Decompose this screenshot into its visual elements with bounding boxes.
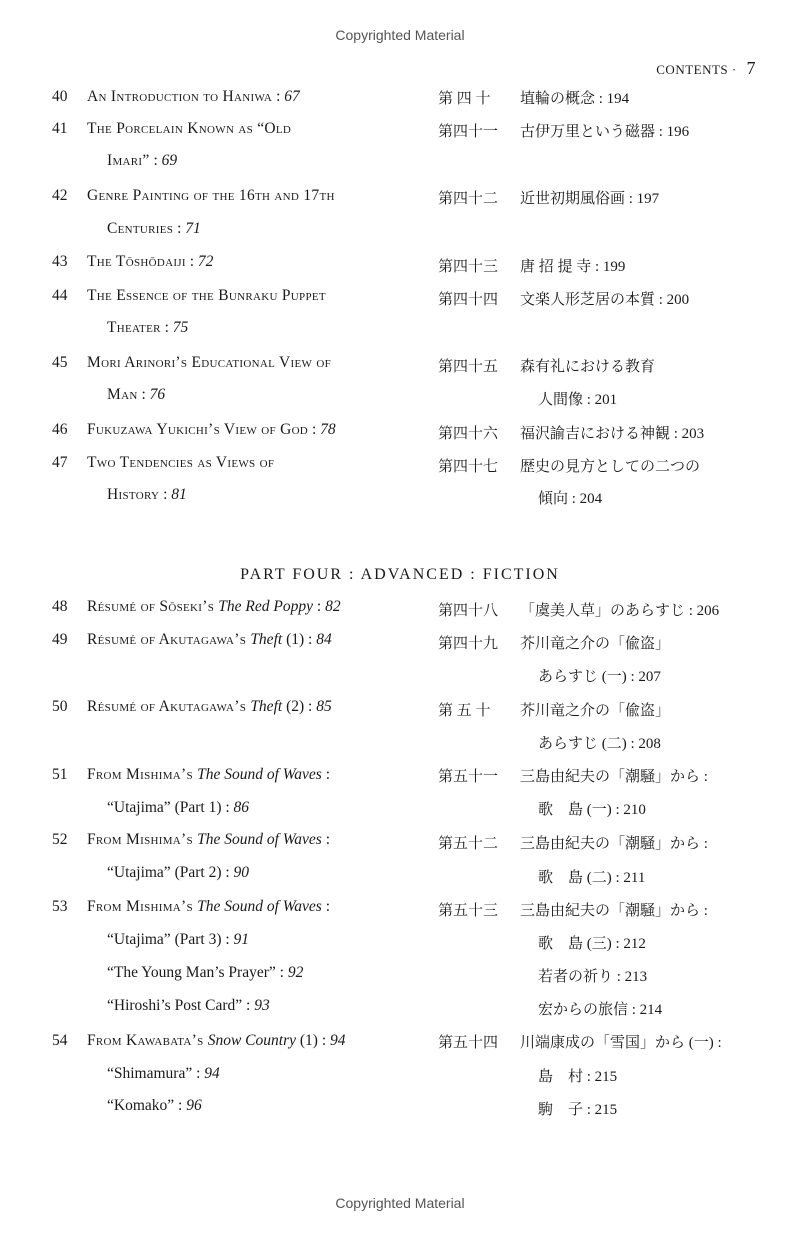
- page-ref: 92: [287, 964, 304, 981]
- entry-title-line: [107, 219, 201, 239]
- entry-title-line: [107, 151, 177, 171]
- ja-title-line: 森有礼における教育: [520, 359, 656, 375]
- title-text: :: [159, 486, 172, 503]
- entry-number: 54: [52, 1032, 68, 1049]
- entry-title-line: [107, 863, 249, 883]
- page-ref: 78: [320, 421, 336, 438]
- ja-chapter-label: 第四十六: [438, 426, 499, 442]
- ja-title-line: 若者の祈り : 213: [538, 969, 648, 985]
- title-text: “The Young Man’s Prayer” :: [107, 964, 288, 981]
- entry-title-line: [87, 119, 291, 139]
- title-text: Theft: [250, 631, 283, 648]
- running-head-label: CONTENTS: [656, 62, 729, 77]
- entry-title-line: [87, 252, 213, 272]
- page-ref: 76: [149, 386, 166, 403]
- title-text: Fukuzawa Yukichi’s View of God: [87, 421, 309, 438]
- ja-title-line: 歌 島 (三) : 212: [538, 936, 646, 952]
- page-ref: 71: [185, 220, 201, 237]
- ja-title-line: 「虞美人草」のあらすじ : 206: [520, 603, 720, 619]
- entry-number: 49: [52, 631, 68, 648]
- running-head-separator: ·: [731, 62, 737, 77]
- page-ref: 94: [204, 1065, 220, 1082]
- entry-title-line: [87, 597, 341, 617]
- title-text: :: [321, 898, 331, 915]
- title-text: Genre Painting of the 16th and 17th: [87, 187, 335, 204]
- page-ref: 82: [325, 598, 341, 615]
- title-text: (2) :: [282, 698, 317, 715]
- entry-title-line: [107, 385, 165, 405]
- title-text: :: [272, 88, 285, 105]
- page-ref: 67: [284, 88, 300, 105]
- entry-title-line: [107, 798, 249, 818]
- entry-title-line: [107, 963, 303, 983]
- ja-chapter-label: 第 四 十: [438, 91, 491, 107]
- page-ref: 72: [197, 253, 214, 270]
- entry-number: 48: [52, 598, 68, 615]
- title-text: “Hiroshi’s Post Card” :: [107, 997, 255, 1014]
- ja-title-line: 三島由紀夫の「潮騒」から :: [520, 903, 708, 919]
- ja-chapter-label: 第四十三: [438, 259, 499, 275]
- entry-title-line: [107, 318, 188, 338]
- ja-chapter-label: 第五十一: [438, 769, 499, 785]
- ja-chapter-label: 第四十一: [438, 124, 499, 140]
- title-text: “Shimamura” :: [107, 1065, 205, 1082]
- entry-title-line: [87, 765, 330, 785]
- title-text: “Utajima” (Part 1) :: [107, 799, 234, 816]
- title-text: Résumé of Sōseki’s: [87, 598, 219, 615]
- entry-title-line: [87, 1031, 346, 1051]
- ja-title-line: 三島由紀夫の「潮騒」から :: [520, 769, 708, 785]
- title-text: From Mishima’s: [87, 766, 198, 783]
- entry-number: 46: [52, 421, 68, 438]
- title-text: Snow Country: [207, 1032, 296, 1049]
- ja-title-line: 宏からの旅信 : 214: [538, 1002, 663, 1018]
- part-heading: PART FOUR : ADVANCED : FICTION: [240, 566, 560, 583]
- page-number: 7: [746, 58, 756, 78]
- title-text: “Utajima” (Part 3) :: [107, 931, 234, 948]
- ja-title-line: 駒 子 : 215: [538, 1102, 618, 1118]
- ja-chapter-label: 第四十四: [438, 292, 499, 308]
- entry-number: 51: [52, 766, 68, 783]
- entry-number: 45: [52, 354, 68, 371]
- entry-title-line: [107, 1064, 220, 1084]
- entry-title-line: [87, 897, 330, 917]
- ja-chapter-label: 第五十二: [438, 836, 499, 852]
- entry-number: 40: [52, 88, 68, 105]
- title-text: Résumé of Akutagawa’s: [87, 698, 251, 715]
- page-ref: 96: [186, 1097, 202, 1114]
- title-text: :: [173, 220, 186, 237]
- title-text: Imari”: [107, 152, 150, 169]
- title-text: “Komako” :: [107, 1097, 187, 1114]
- title-text: History: [107, 486, 160, 503]
- ja-title-line: あらすじ (一) : 207: [538, 669, 661, 685]
- ja-chapter-label: 第四十七: [438, 459, 499, 475]
- entry-number: 53: [52, 898, 68, 915]
- title-text: “Utajima” (Part 2) :: [107, 864, 234, 881]
- title-text: :: [313, 598, 326, 615]
- entry-title-line: [107, 485, 187, 505]
- entry-number: 50: [52, 698, 68, 715]
- title-text: The Red Poppy: [218, 598, 313, 615]
- title-text: (1) :: [296, 1032, 331, 1049]
- ja-title-line: 歴史の見方としての二つの: [520, 459, 701, 475]
- title-text: :: [160, 319, 173, 336]
- title-text: Résumé of Akutagawa’s: [87, 631, 251, 648]
- entry-title-line: [107, 996, 270, 1016]
- ja-title-line: 埴輪の概念 : 194: [520, 91, 630, 107]
- page-ref: 69: [161, 152, 178, 169]
- title-text: Theater: [107, 319, 161, 336]
- ja-title-line: 文楽人形芝居の本質 : 200: [520, 292, 690, 308]
- title-text: An Introduction to Haniwa: [87, 88, 273, 105]
- page-ref: 81: [171, 486, 187, 503]
- ja-title-line: 三島由紀夫の「潮騒」から :: [520, 836, 708, 852]
- page-ref: 75: [172, 319, 189, 336]
- title-text: The Sound of Waves: [197, 766, 322, 783]
- ja-chapter-label: 第五十三: [438, 903, 499, 919]
- ja-title-line: 人間像 : 201: [538, 392, 618, 408]
- title-text: From Mishima’s: [87, 898, 198, 915]
- ja-title-line: 唐 招 提 寺 : 199: [520, 259, 626, 275]
- title-text: From Kawabata’s: [87, 1032, 208, 1049]
- entry-title-line: [87, 353, 331, 373]
- watermark-bottom: Copyrighted Material: [335, 1195, 465, 1211]
- ja-title-line: 歌 島 (一) : 210: [538, 802, 646, 818]
- ja-title-line: 福沢諭吉における神観 : 203: [520, 426, 705, 442]
- title-text: Two Tendencies as Views of: [87, 454, 275, 471]
- entry-title-line: [107, 930, 249, 950]
- entry-number: 43: [52, 253, 68, 270]
- title-text: :: [185, 253, 198, 270]
- watermark-top: Copyrighted Material: [335, 27, 465, 43]
- ja-title-line: 古伊万里という磁器 : 196: [520, 124, 690, 140]
- page-ref: 84: [316, 631, 332, 648]
- entry-number: 52: [52, 831, 68, 848]
- page-ref: 93: [254, 997, 270, 1014]
- title-text: The Sound of Waves: [197, 898, 322, 915]
- running-head: [656, 58, 756, 79]
- page-ref: 90: [233, 864, 250, 881]
- title-text: :: [149, 152, 162, 169]
- title-text: :: [321, 766, 331, 783]
- title-text: Man: [107, 386, 138, 403]
- ja-chapter-label: 第四十二: [438, 191, 499, 207]
- title-text: The Tōshōdaiji: [87, 253, 186, 270]
- entry-title-line: [87, 87, 300, 107]
- ja-chapter-label: 第四十八: [438, 603, 499, 619]
- entry-title-line: [87, 697, 332, 717]
- ja-chapter-label: 第四十五: [438, 359, 499, 375]
- ja-title-line: 芥川竜之介の「偸盗」: [520, 636, 671, 652]
- entry-title-line: [87, 186, 335, 206]
- ja-title-line: 歌 島 (二) : 211: [538, 870, 646, 886]
- page-ref: 85: [316, 698, 332, 715]
- title-text: The Essence of the Bunraku Puppet: [87, 287, 326, 304]
- entry-number: 47: [52, 454, 68, 471]
- page-ref: 94: [330, 1032, 346, 1049]
- ja-title-line: 傾向 : 204: [538, 491, 603, 507]
- title-text: The Porcelain Known as “Old: [87, 120, 292, 137]
- page-ref: 91: [233, 931, 250, 948]
- title-text: From Mishima’s: [87, 831, 198, 848]
- entry-title-line: [107, 1096, 202, 1116]
- title-text: (1) :: [282, 631, 317, 648]
- ja-chapter-label: 第五十四: [438, 1035, 499, 1051]
- title-text: :: [321, 831, 331, 848]
- ja-title-line: 近世初期風俗画 : 197: [520, 191, 660, 207]
- title-text: Theft: [250, 698, 283, 715]
- page-ref: 86: [233, 799, 250, 816]
- ja-chapter-label: 第 五 十: [438, 703, 491, 719]
- title-text: Centuries: [107, 220, 174, 237]
- entry-number: 44: [52, 287, 68, 304]
- title-text: Mori Arinori’s Educational View of: [87, 354, 332, 371]
- ja-chapter-label: 第四十九: [438, 636, 499, 652]
- entry-title-line: [87, 420, 336, 440]
- entry-title-line: [87, 630, 332, 650]
- ja-title-line: 島 村 : 215: [538, 1069, 618, 1085]
- ja-title-line: あらすじ (二) : 208: [538, 736, 661, 752]
- entry-title-line: [87, 830, 330, 850]
- entry-number: 41: [52, 120, 68, 137]
- title-text: :: [308, 421, 321, 438]
- title-text: The Sound of Waves: [197, 831, 322, 848]
- entry-title-line: [87, 453, 274, 473]
- ja-title-line: 芥川竜之介の「偸盗」: [520, 703, 671, 719]
- entry-title-line: [87, 286, 326, 306]
- entry-number: 42: [52, 187, 68, 204]
- ja-title-line: 川端康成の「雪国」から (一) :: [520, 1035, 722, 1051]
- title-text: :: [137, 386, 150, 403]
